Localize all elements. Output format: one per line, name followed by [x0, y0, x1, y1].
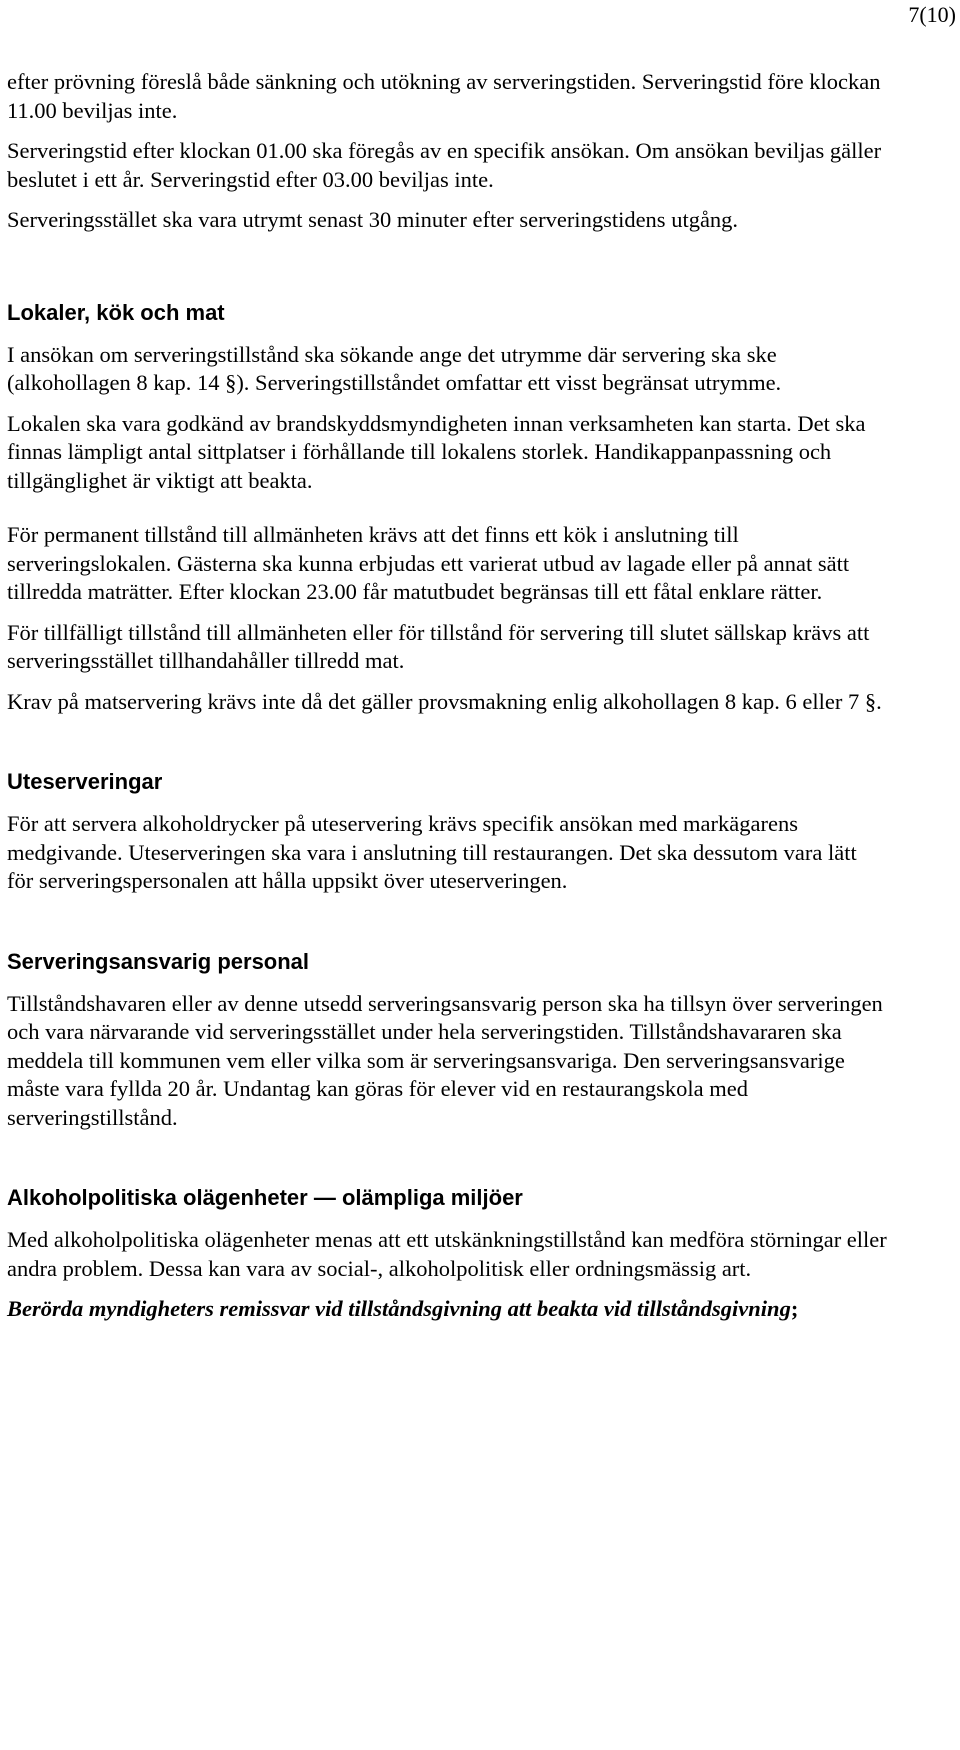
heading-olagenheter: Alkoholpolitiska olägenheter — olämpliga miljöer [7, 1185, 523, 1210]
paragraph-uteserveringar: För att servera alkoholdrycker på uteservering krävs specifik ansökan med markägarens medgivande. Uteserveringen ska vara i anslutning till restaurangen. Det ska dessutom vara lätt för serveringspersonalen att hålla uppsikt över uteserveringen. [7, 811, 857, 893]
remissvar-italic-text: Berörda myndigheters remissvar vid tillståndsgivning att beakta vid tillståndsgivning [7, 1296, 791, 1321]
paragraph-lokaler-utrymme: I ansökan om serveringstillstånd ska sökande ange det utrymme där servering ska ske (alkohollagen 8 kap. 14 §). Serveringstillståndet omfattar ett visst begränsat utrymme. [7, 341, 782, 395]
page-number: 7(10) [908, 2, 956, 27]
paragraph-utrymt: Serveringsstället ska vara utrymt senast 30 minuter efter serveringstidens utgång. [7, 207, 739, 232]
paragraph-lokaler-tillfalligt: För tillfälligt tillstånd till allmänheten eller för tillstånd för servering till slutet sällskap krävs att serveringsstället tillhandahåller tillredd mat. [7, 619, 870, 673]
paragraph-lokaler-kok: För permanent tillstånd till allmänheten krävs att det finns ett kök i anslutning till serveringslokalen. Gästerna ska kunna erbjudas ett varierat utbud av lagade eller på annat sätt tillredda maträtter. Efter klockan 23.00 får matutbudet begränsas till ett fåtal enklare rätter. [7, 522, 850, 604]
remissvar-suffix: ; [790, 1296, 799, 1321]
paragraph-remissvar [7, 1295, 887, 1324]
paragraph-lokaler-provsmakning: Krav på matservering krävs inte då det gäller provsmakning enlig alkohollagen 8 kap. 6 eller 7 §. [7, 688, 882, 714]
document-body [7, 68, 887, 1324]
heading-uteserveringar: Uteserveringar [7, 769, 163, 794]
heading-serveringsansvarig: Serveringsansvarig personal [7, 948, 310, 974]
paragraph-lokaler-brandskydd: Lokalen ska vara godkänd av brandskyddsmyndigheten innan verksamheten kan starta. Det ska finnas lämpligt antal sittplatser i förhållande till lokalens storlek. Handikappanpassning och tillgänglighet är viktigt att beakta. [7, 410, 866, 493]
paragraph-serveringsansvarig: Tillståndshavaren eller av denne utsedd serveringsansvarig person ska ha tillsyn över serveringen och vara närvarande vid serveringsstället under hela serveringstiden. Tillståndshavararen ska meddela till kommunen vem eller vilka som är serveringsansvariga. Den serveringsansvarige måste vara fyllda 20 år. Undantag kan göras för elever vid en restaurangskola med serveringstillstånd. [7, 990, 883, 1130]
heading-lokaler: Lokaler, kök och mat [7, 299, 225, 325]
paragraph-serveringstid-efter: Serveringstid efter klockan 01.00 ska föregås av en specifik ansökan. Om ansökan beviljas gäller beslutet i ett år. Serveringstid efter 03.00 beviljas inte. [7, 138, 882, 192]
paragraph-olagenheter: Med alkoholpolitiska olägenheter menas att ett utskänkningstillstånd kan medföra störningar eller andra problem. Dessa kan vara av social-, alkoholpolitisk eller ordningsmässig art. [7, 1227, 887, 1281]
paragraph-serveringstid-intro: efter prövning föreslå både sänkning och utökning av serveringstiden. Serveringstid före klockan 11.00 beviljas inte. [7, 69, 881, 123]
